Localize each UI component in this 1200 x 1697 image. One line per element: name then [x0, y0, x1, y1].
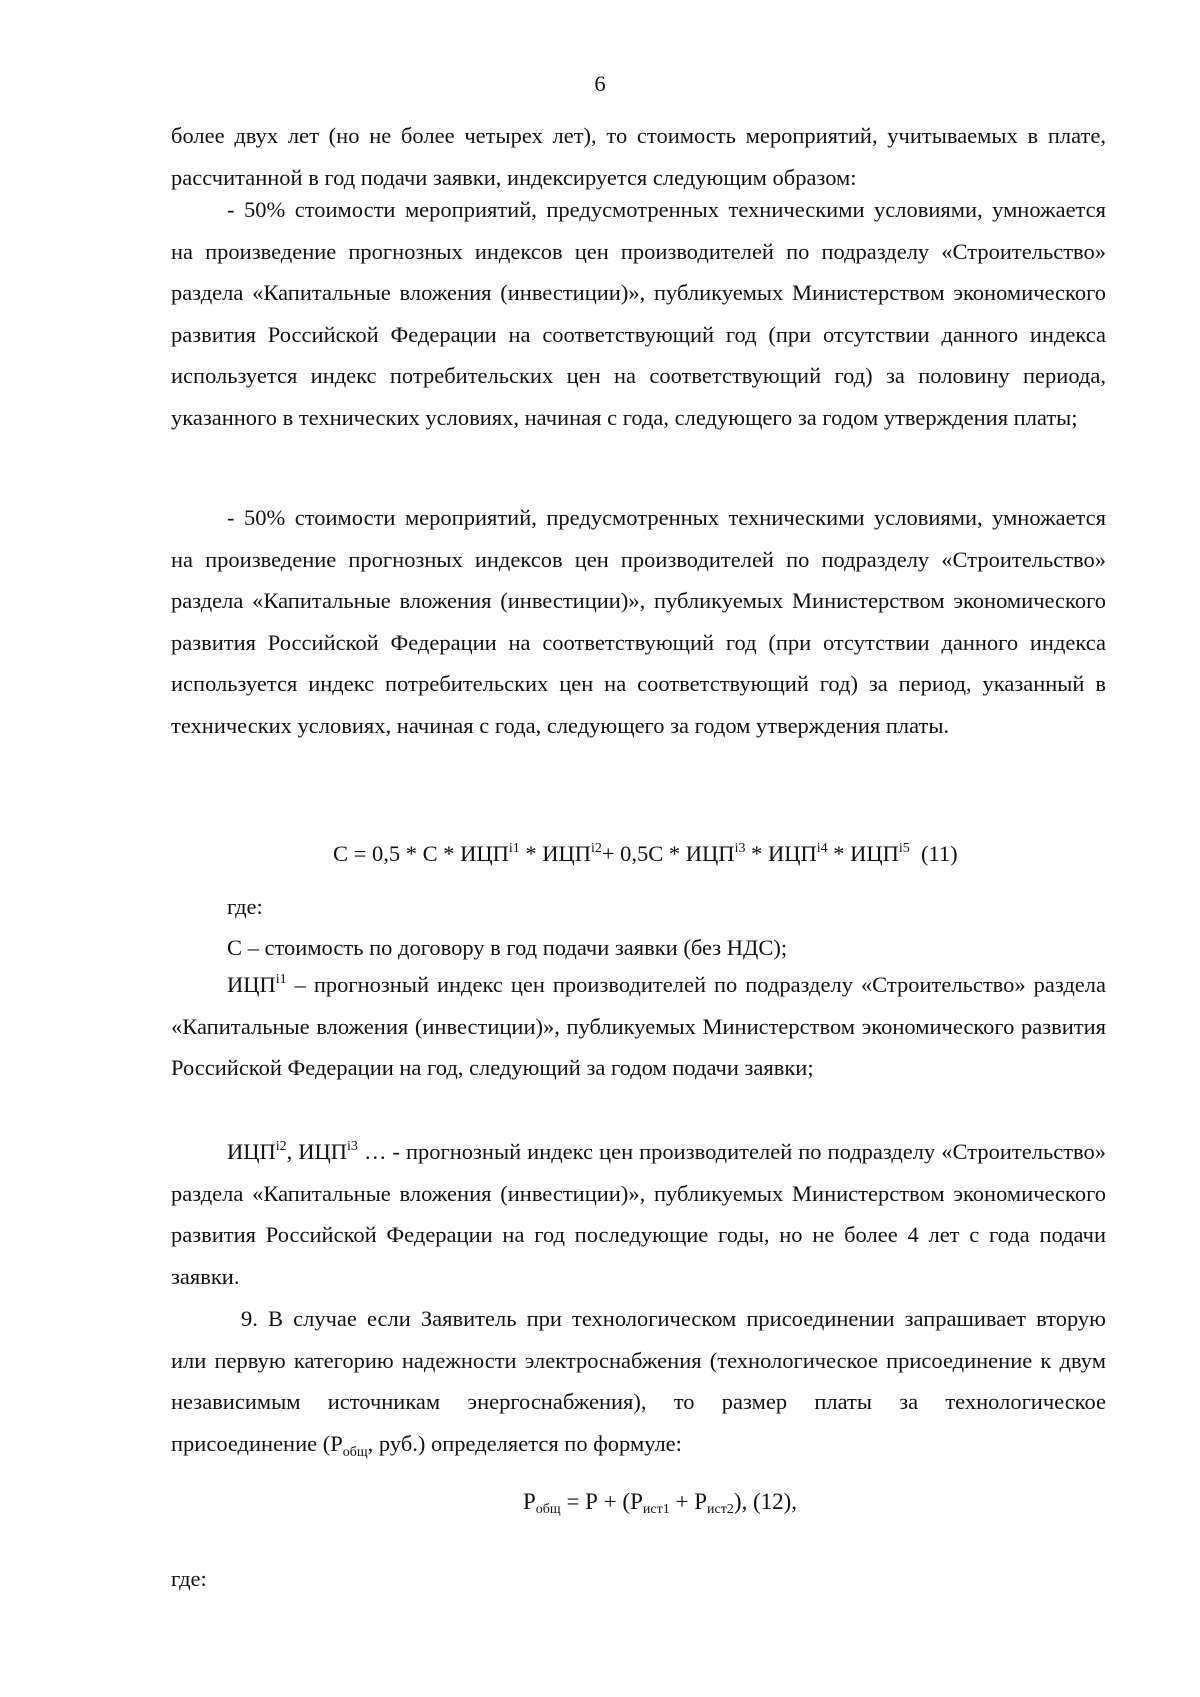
formula-11-part: * ИЦП	[519, 841, 591, 866]
icp-definition-text: – прогнозный индекс цен производителей по подразделу «Строительство» раздела «Капитальные вложения (инвестиции)», публикуемых Министерством экономического развития Российской Федерации на год, следующий за годом подачи заявки;	[171, 972, 1106, 1081]
formula-12-sub: ист1	[642, 1502, 670, 1517]
formula-11-sup: i2	[590, 841, 602, 856]
icp-term: ИЦП	[227, 972, 276, 997]
item-9-paragraph	[171, 1298, 1106, 1464]
formula-11-sup: i3	[734, 841, 746, 856]
icp-term: ИЦП	[227, 1139, 276, 1164]
formula-11	[333, 838, 1053, 870]
formula-12-part: = Р + (Р	[560, 1489, 643, 1514]
bullet-paragraph-1: - 50% стоимости мероприятий, предусмотренных техническими условиями, умножается на произведение прогнозных индексов цен производителей по подразделу «Строительство» раздела «Капитальные вложения (инвестиции)», публикуемых Министерством экономического развития Российской Федерации на соответствующий год (при отсутствии данного индекса используется индекс потребительских цен на соответствующий год) за половину периода, указанного в технических условиях, начиная с года, следующего за годом утверждения платы;	[171, 197, 1106, 430]
icp-sup: i3	[347, 1139, 358, 1154]
formula-12-part: + Р	[669, 1489, 707, 1514]
icp-definition-text: … - прогнозный индекс цен производителей по подразделу «Строительство» раздела «Капитальные вложения (инвестиции)», публикуемых Министерством экономического развития Российской Федерации на год последующие годы, но не более 4 лет с года подачи заявки.	[171, 1139, 1106, 1289]
formula-11-part: * ИЦП	[827, 841, 899, 866]
icp-separator: ,	[286, 1139, 299, 1164]
item-9-sub: общ	[342, 1444, 368, 1460]
page-number: 6	[594, 71, 606, 96]
formula-11-sup: i4	[816, 841, 828, 856]
item-9-text-tail: , руб.) определяется по формуле:	[367, 1430, 682, 1456]
intro-paragraph: более двух лет (но не более четырех лет), то стоимость мероприятий, учитываемых в плате, рассчитанной в год подачи заявки, индексируется следующим образом:	[171, 123, 1106, 190]
icp-term: ИЦП	[298, 1139, 348, 1164]
formula-12-sub: ист2	[706, 1502, 734, 1517]
definition-icp-i2-i3	[171, 1131, 1106, 1297]
icp-sup: i1	[275, 972, 287, 987]
formula-12	[523, 1485, 797, 1519]
bullet-paragraph-2: - 50% стоимости мероприятий, предусмотренных техническими условиями, умножается на произведение прогнозных индексов цен производителей по подразделу «Строительство» раздела «Капитальные вложения (инвестиции)», публикуемых Министерством экономического развития Российской Федерации на соответствующий год (при отсутствии данного индекса используется индекс потребительских цен на соответствующий год) за период, указанный в технических условиях, начиная с года, следующего за годом утверждения платы.	[171, 505, 1106, 738]
formula-11-number: (11)	[909, 841, 958, 866]
formula-12-sub: общ	[535, 1502, 561, 1517]
definition-icp-i1	[171, 964, 1106, 1089]
icp-sup: i2	[275, 1139, 287, 1154]
formula-11-part: * ИЦП	[745, 841, 817, 866]
formula-11-part: + 0,5С * ИЦП	[601, 841, 735, 866]
item-9-text: 9. В случае если Заявитель при технологическом присоединении запрашивает вторую или первую категорию надежности электроснабжения (технологическое присоединение к двум независимым источникам энергоснабжения), то размер платы за технологическое присоединение (Р	[171, 1306, 1106, 1456]
where-label-1: где:	[227, 894, 263, 919]
formula-12-symbol: Р	[523, 1489, 536, 1514]
formula-11-sup: i5	[898, 841, 910, 856]
formula-12-part: ), (12),	[733, 1489, 798, 1514]
formula-11-sup: i1	[508, 841, 520, 856]
formula-11-part: С = 0,5 * С * ИЦП	[333, 841, 509, 866]
where-label-2: где:	[171, 1566, 207, 1591]
definition-c: С – стоимость по договору в год подачи заявки (без НДС);	[227, 935, 788, 960]
